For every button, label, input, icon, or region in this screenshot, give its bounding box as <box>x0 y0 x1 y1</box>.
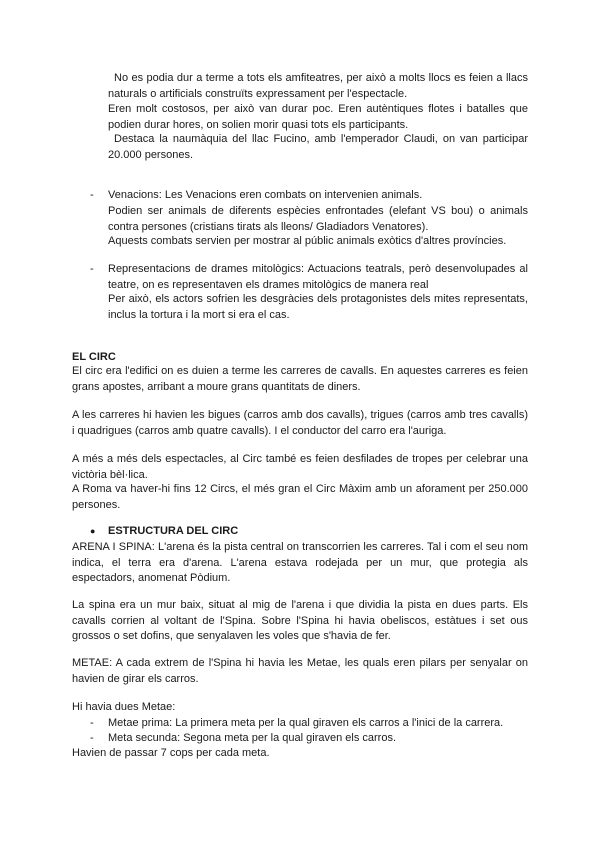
meta-secunda-dash-marker: - <box>90 732 94 744</box>
dues-metae-intro: Hi havia dues Metae: <box>72 701 176 713</box>
circ-paragraph-4: A Roma va haver-hi fins 12 Circs, el més gran el Circ Màxim amb un aforament per 250.000 persones. <box>72 483 528 511</box>
cops-paragraph: Havien de passar 7 cops per cada meta. <box>72 747 270 759</box>
naumaquia-paragraph-2: Eren molt costosos, per això van durar poc. Eren autèntiques flotes i batalles que podien durar hores, on solien morir quasi tots els participants. <box>108 103 528 131</box>
venacions-paragraph-3: Aquests combats servien per mostrar al públic animals exòtics d'altres províncies. <box>108 235 507 247</box>
venacions-paragraph-2: Podien ser animals de diferents espècies enfrontades (elefant VS bou) o animals contra persones (cristians tirats als lleons/ Gladiadors Venatores). <box>108 205 528 233</box>
arena-spina-paragraph: ARENA I SPINA: L'arena és la pista central on transcorrien les carreres. Tal i com el seu nom indica, el terra era d'arena. L'arena estava rodejada per un mur, que protegia als espectadors, anomenat Pòdium. <box>72 541 528 585</box>
naumaquia-paragraph-3: Destaca la naumàquia del llac Fucino, amb l'emperador Claudi, on van participar 20.000 persones. <box>108 133 528 161</box>
naumaquia-paragraph-1: No es podia dur a terme a tots els amfiteatres, per això a molts llocs es feien a llacs naturals o artificials construïts expressament per l'espectacle. <box>108 72 528 100</box>
metae-prima-dash-marker: - <box>90 717 94 729</box>
representacions-dash-marker: - <box>90 263 94 275</box>
circ-paragraph-2: A les carreres hi havien les bigues (carros amb dos cavalls), trigues (carros amb tres cavalls) i quadrigues (carros amb quatre cavalls). I el conductor del carro era l'auriga. <box>72 409 528 437</box>
metae-paragraph: METAE: A cada extrem de l'Spina hi havia les Metae, les quals eren pilars per senyalar on havien de girar els carros. <box>72 657 528 685</box>
circ-paragraph-3: A més a més dels espectacles, al Circ també es feien desfilades de tropes per celebrar una victòria bèl·lica. <box>72 453 528 481</box>
circ-heading: EL CIRC <box>72 351 116 363</box>
estructura-heading: ESTRUCTURA DEL CIRC <box>108 525 239 537</box>
metae-prima-item: Metae prima: La primera meta per la qual giraven els carros a l'inici de la carrera. <box>108 717 504 729</box>
venacions-paragraph-1: Venacions: Les Venacions eren combats on intervenien animals. <box>108 189 423 201</box>
representacions-paragraph-1: Representacions de drames mitològics: Actuacions teatrals, però desenvolupades al teatre, on es representaven els drames mitològics de manera real <box>108 263 528 291</box>
bullet-icon: ● <box>90 526 96 536</box>
representacions-paragraph-2: Per això, els actors sofrien les desgràcies dels protagonistes dels mites representats, inclus la tortura i la mort si era el cas. <box>108 293 528 321</box>
meta-secunda-item: Meta secunda: Segona meta per la qual giraven els carros. <box>108 732 396 744</box>
circ-paragraph-1: El circ era l'edifici on es duien a terme les carreres de cavalls. En aquestes carreres es feien grans apostes, arribant a moure grans quantitats de diners. <box>72 365 528 393</box>
spina-paragraph: La spina era un mur baix, situat al mig de l'arena i que dividia la pista en dues parts. Els cavalls corrien al voltant de l'Spina. Sobre l'Spina hi havia obeliscos, estàtues i set ous grossos o set dofins, que senyalaven les voles que s'havia de fer. <box>72 599 528 643</box>
venacions-dash-marker: - <box>90 189 94 201</box>
